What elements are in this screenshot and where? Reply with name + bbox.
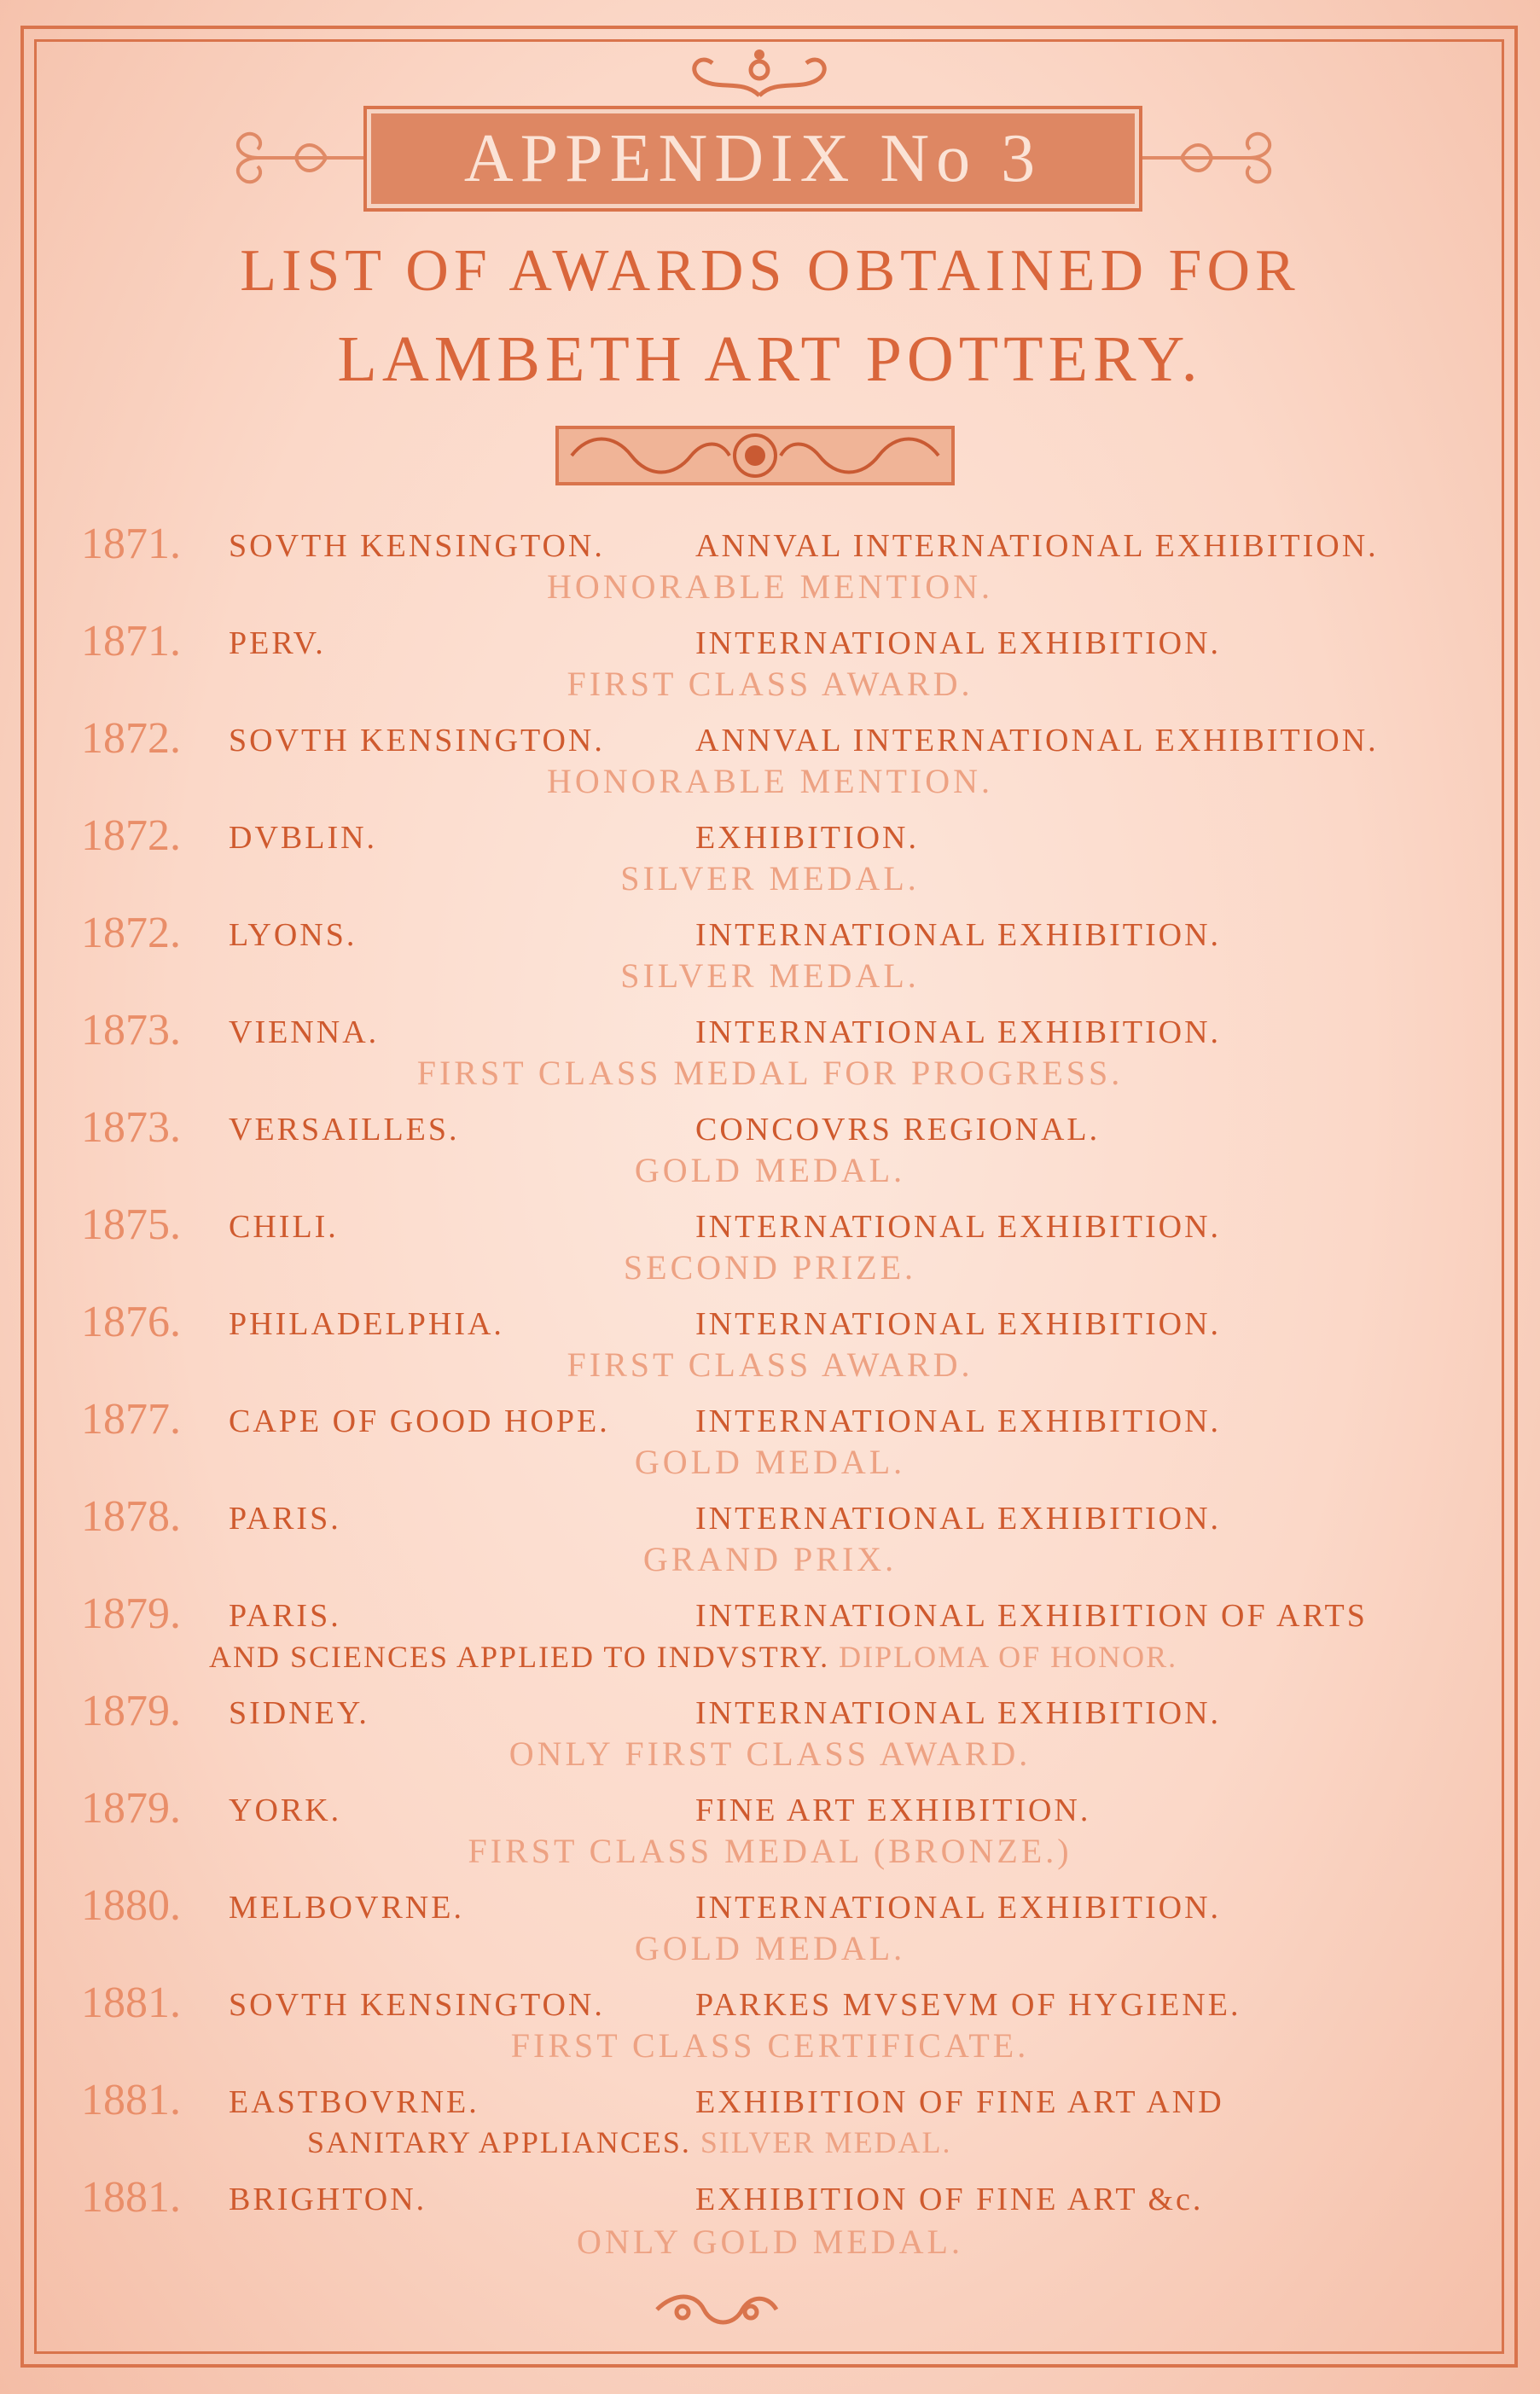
entry-venue: PERV. bbox=[229, 625, 326, 661]
entry-award: ONLY GOLD MEDAL. bbox=[577, 2223, 963, 2261]
entry-year: 1879. bbox=[81, 1687, 181, 1735]
entry-venue: SOVTH KENSINGTON. bbox=[229, 528, 605, 564]
entry-award: ONLY FIRST CLASS AWARD. bbox=[508, 1734, 1032, 1773]
entry-year: 1878. bbox=[81, 1492, 181, 1541]
entry-award: HONORABLE MENTION. bbox=[546, 762, 994, 800]
entry-venue: SIDNEY. bbox=[229, 1695, 369, 1731]
entry-year: 1873. bbox=[81, 1103, 181, 1152]
entry-venue: PARIS. bbox=[229, 1501, 341, 1537]
entry-venue: EASTBOVRNE. bbox=[229, 2084, 479, 2120]
entry-exhibition: INTERNATIONAL EXHIBITION. bbox=[695, 1695, 1222, 1731]
entry-year: 1879. bbox=[81, 1589, 181, 1638]
entry-award: GRAND PRIX. bbox=[642, 1540, 898, 1578]
entry-award: FIRST CLASS MEDAL FOR PROGRESS. bbox=[416, 1054, 1124, 1092]
entry-continuation bbox=[209, 1639, 1177, 1675]
entry-exhibition: EXHIBITION OF FINE ART &c. bbox=[695, 2182, 1204, 2217]
entry-exhibition: PARKES MVSEVM OF HYGIENE. bbox=[695, 1987, 1241, 2023]
entry-continuation bbox=[307, 2124, 952, 2160]
entry-year: 1871. bbox=[81, 617, 181, 665]
continuation-award: DIPLOMA OF HONOR. bbox=[839, 1640, 1178, 1674]
entry-venue: YORK. bbox=[229, 1793, 342, 1828]
entry-exhibition: INTERNATIONAL EXHIBITION. bbox=[695, 917, 1222, 953]
entry-venue: PHILADELPHIA. bbox=[229, 1306, 504, 1342]
entry-exhibition: INTERNATIONAL EXHIBITION. bbox=[695, 1209, 1222, 1245]
entry-year: 1879. bbox=[81, 1784, 181, 1833]
subtitle-line-1: LIST OF AWARDS OBTAINED FOR bbox=[240, 238, 1300, 304]
entry-year: 1876. bbox=[81, 1298, 181, 1346]
entry-award: FIRST CLASS CERTIFICATE. bbox=[510, 2026, 1030, 2065]
continuation-text: AND SCIENCES APPLIED TO INDVSTRY. bbox=[209, 1640, 830, 1674]
entry-year: 1877. bbox=[81, 1395, 181, 1444]
entry-exhibition: FINE ART EXHIBITION. bbox=[695, 1793, 1091, 1828]
subtitle-line-2: LAMBETH ART POTTERY. bbox=[337, 323, 1203, 395]
entry-venue: BRIGHTON. bbox=[229, 2182, 427, 2217]
entry-venue: VERSAILLES. bbox=[229, 1112, 460, 1148]
entry-exhibition: INTERNATIONAL EXHIBITION. bbox=[695, 1501, 1222, 1537]
page-title: APPENDIX No 3 bbox=[463, 120, 1043, 196]
entry-award: FIRST CLASS AWARD. bbox=[567, 1345, 973, 1384]
entry-exhibition: INTERNATIONAL EXHIBITION OF ARTS bbox=[695, 1598, 1368, 1634]
entry-venue: PARIS. bbox=[229, 1598, 341, 1634]
entry-award: GOLD MEDAL. bbox=[634, 1443, 906, 1481]
continuation-award: SILVER MEDAL. bbox=[700, 2125, 952, 2159]
entry-award: FIRST CLASS MEDAL (BRONZE.) bbox=[468, 1832, 1072, 1870]
entry-year: 1875. bbox=[81, 1200, 181, 1249]
entry-award: GOLD MEDAL. bbox=[634, 1929, 906, 1967]
entry-award: SILVER MEDAL. bbox=[620, 956, 920, 995]
entry-exhibition: INTERNATIONAL EXHIBITION. bbox=[695, 625, 1222, 661]
entry-venue: LYONS. bbox=[229, 917, 357, 953]
entry-exhibition: ANNVAL INTERNATIONAL EXHIBITION. bbox=[695, 723, 1379, 758]
entry-exhibition: EXHIBITION OF FINE ART AND bbox=[695, 2084, 1224, 2120]
entry-venue: CAPE OF GOOD HOPE. bbox=[229, 1403, 610, 1439]
entry-venue: DVBLIN. bbox=[229, 820, 378, 856]
entry-exhibition: INTERNATIONAL EXHIBITION. bbox=[695, 1014, 1222, 1050]
entry-exhibition: INTERNATIONAL EXHIBITION. bbox=[695, 1306, 1222, 1342]
entry-award: FIRST CLASS AWARD. bbox=[567, 665, 973, 703]
entry-award: SECOND PRIZE. bbox=[623, 1248, 917, 1287]
entry-year: 1881. bbox=[81, 2076, 181, 2124]
entry-exhibition: INTERNATIONAL EXHIBITION. bbox=[695, 1890, 1222, 1926]
entry-year: 1872. bbox=[81, 811, 181, 860]
entry-venue: CHILI. bbox=[229, 1209, 339, 1245]
entry-exhibition: INTERNATIONAL EXHIBITION. bbox=[695, 1403, 1222, 1439]
continuation-text: SANITARY APPLIANCES. bbox=[307, 2125, 691, 2159]
entry-exhibition: CONCOVRS REGIONAL. bbox=[695, 1112, 1101, 1148]
entry-year: 1881. bbox=[81, 2173, 181, 2222]
entry-venue: MELBOVRNE. bbox=[229, 1890, 464, 1926]
entry-year: 1881. bbox=[81, 1979, 181, 2027]
entry-venue: VIENNA. bbox=[229, 1014, 380, 1050]
entry-venue: SOVTH KENSINGTON. bbox=[229, 723, 605, 758]
entry-award: HONORABLE MENTION. bbox=[546, 567, 994, 606]
entry-exhibition: ANNVAL INTERNATIONAL EXHIBITION. bbox=[695, 528, 1379, 564]
entry-award: GOLD MEDAL. bbox=[634, 1151, 906, 1189]
entry-year: 1880. bbox=[81, 1881, 181, 1930]
entry-year: 1873. bbox=[81, 1006, 181, 1055]
entry-exhibition: EXHIBITION. bbox=[695, 820, 920, 856]
bottom-scroll-ornament-icon bbox=[648, 2288, 785, 2331]
entry-award: SILVER MEDAL. bbox=[620, 859, 920, 898]
entry-year: 1872. bbox=[81, 714, 181, 763]
entry-year: 1871. bbox=[81, 520, 181, 568]
entry-year: 1872. bbox=[81, 909, 181, 957]
entry-venue: SOVTH KENSINGTON. bbox=[229, 1987, 605, 2023]
